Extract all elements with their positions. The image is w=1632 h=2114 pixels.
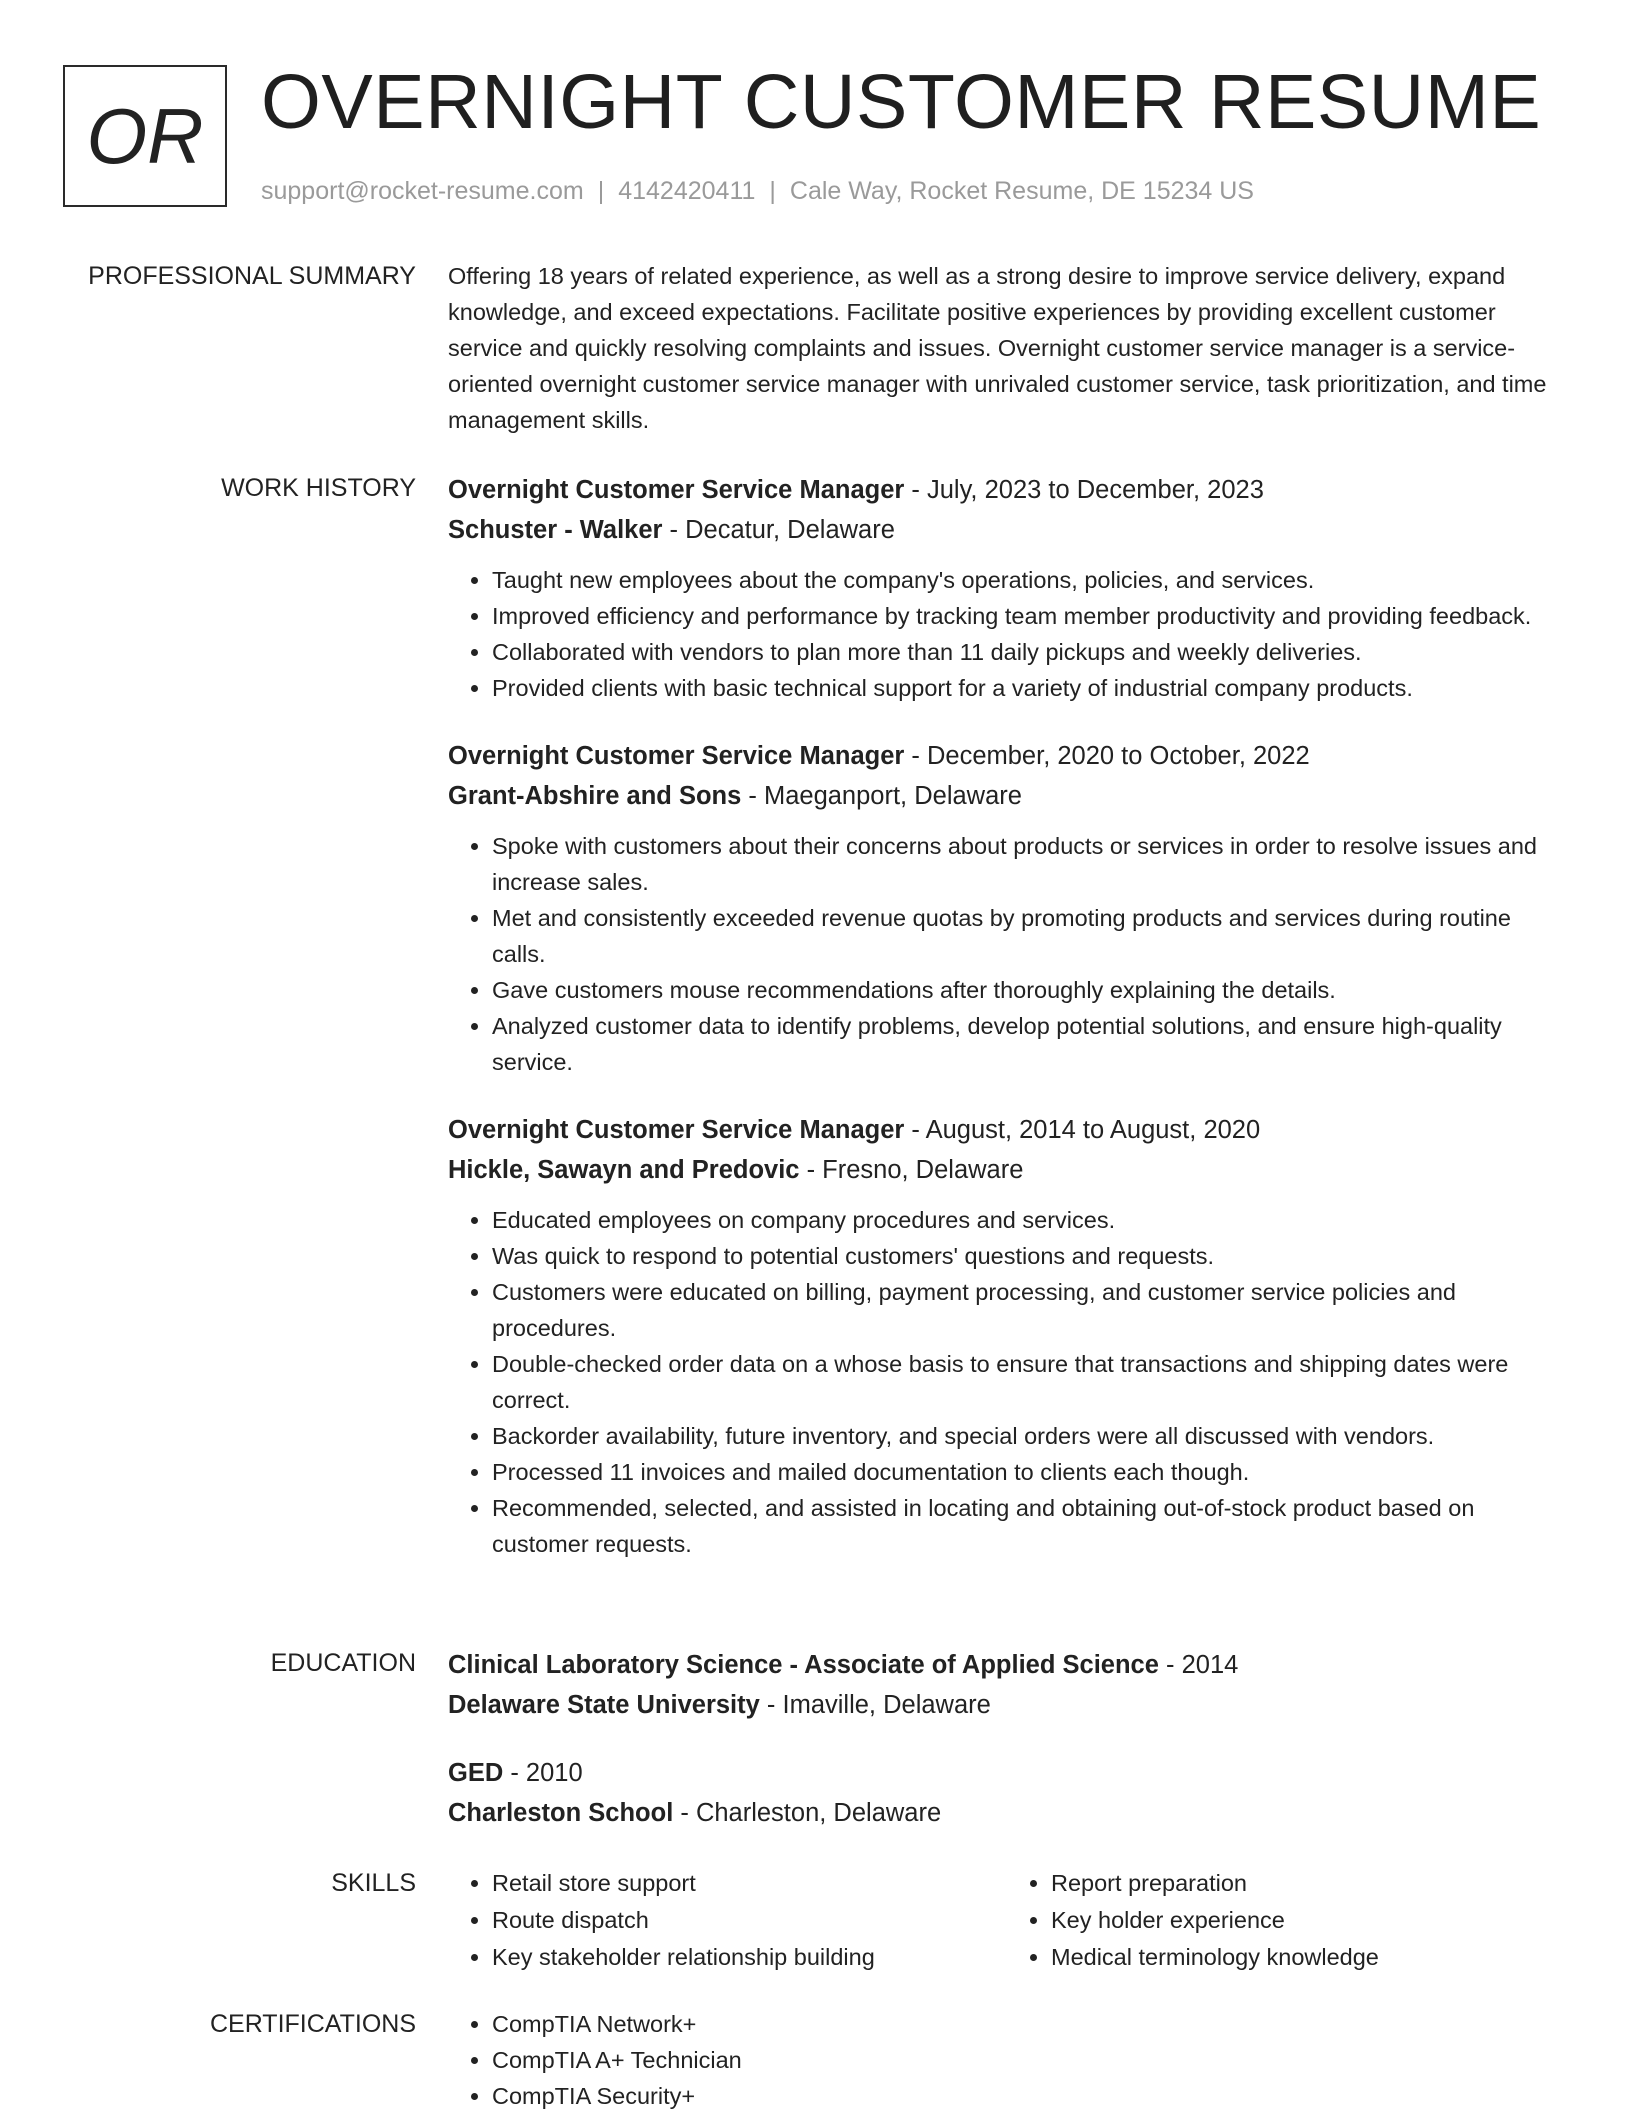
- resume-title: OVERNIGHT CUSTOMER RESUME: [261, 59, 1542, 145]
- certifications-list: [448, 2006, 1566, 2114]
- job-title: Overnight Customer Service Manager: [448, 742, 905, 770]
- job-bullet: • Backorder availability, future inventory, and special orders were all discussed with vendors.: [492, 1418, 1566, 1454]
- job-title-line: [448, 736, 1566, 776]
- education-school: Delaware State University: [448, 1691, 760, 1719]
- job-bullet: • Customers were educated on billing, payment processing, and customer service policies and procedures.: [492, 1274, 1566, 1346]
- skill-item: • Medical terminology knowledge: [1051, 1939, 1566, 1976]
- job-bullet: • Was quick to respond to potential customers' questions and requests.: [492, 1238, 1566, 1274]
- skill-item: • Retail store support: [492, 1865, 1007, 1902]
- job-location: - Maeganport, Delaware: [741, 782, 1022, 810]
- education-year: - 2014: [1158, 1651, 1239, 1679]
- section-label-summary: PROFESSIONAL SUMMARY: [88, 262, 416, 290]
- education-degree: Clinical Laboratory Science - Associate of Applied Science: [448, 1651, 1159, 1679]
- education-location: - Imaville, Delaware: [759, 1691, 991, 1719]
- job-bullet: • Taught new employees about the company's operations, policies, and services.: [492, 562, 1566, 598]
- certification-item: • CompTIA Network+: [492, 2006, 1566, 2042]
- job-dates: - August, 2014 to August, 2020: [904, 1116, 1261, 1144]
- certification-item: • CompTIA A+ Technician: [492, 2042, 1566, 2078]
- skills-list-right: [1007, 1865, 1566, 1976]
- job-bullet: • Analyzed customer data to identify problems, develop potential solutions, and ensure high-quality service.: [492, 1008, 1566, 1080]
- job-company-line: [448, 776, 1566, 816]
- education-year: - 2010: [503, 1759, 583, 1787]
- contact-email: support@rocket-resume.com: [261, 177, 584, 205]
- job-bullet: • Provided clients with basic technical support for a variety of industrial company products.: [492, 670, 1566, 706]
- education-school-line: [448, 1793, 1566, 1833]
- job-company-line: [448, 510, 1566, 550]
- contact-separator: |: [597, 177, 605, 205]
- education-degree-line: [448, 1753, 1566, 1793]
- monogram-initials: OR: [86, 91, 204, 180]
- certification-item: • CompTIA Security+: [492, 2078, 1566, 2114]
- job-bullet: • Collaborated with vendors to plan more than 11 daily pickups and weekly deliveries.: [492, 634, 1566, 670]
- job-company: Schuster - Walker: [448, 516, 663, 544]
- summary-text: Offering 18 years of related experience, as well as a strong desire to improve service delivery, expand knowledge, and exceed expectations. Facilitate positive experiences by providing excellent customer service and quickly resolving complaints and issues. Overnight customer service manager is a service-oriented overnight customer service manager with unrivaled customer service, task prioritization, and time management skills.: [448, 263, 1547, 433]
- job-location: - Decatur, Delaware: [662, 516, 895, 544]
- job-bullet: • Educated employees on company procedures and services.: [492, 1202, 1566, 1238]
- monogram-box: [63, 65, 227, 207]
- education-entry: [448, 1645, 1566, 1725]
- education-degree-line: [448, 1645, 1566, 1685]
- job-title: Overnight Customer Service Manager: [448, 476, 905, 504]
- job-company: Grant-Abshire and Sons: [448, 782, 742, 810]
- job-entry: [448, 736, 1566, 1080]
- job-dates: - July, 2023 to December, 2023: [904, 476, 1264, 504]
- skill-item: • Key stakeholder relationship building: [492, 1939, 1007, 1976]
- education-school-line: [448, 1685, 1566, 1725]
- job-bullets: [448, 562, 1566, 706]
- skill-item: • Report preparation: [1051, 1865, 1566, 1902]
- job-company: Hickle, Sawayn and Predovic: [448, 1156, 800, 1184]
- job-bullets: [448, 828, 1566, 1080]
- job-bullet: • Recommended, selected, and assisted in locating and obtaining out-of-stock product based on customer requests.: [492, 1490, 1566, 1562]
- job-entry: [448, 470, 1566, 706]
- section-label-work: WORK HISTORY: [221, 474, 416, 502]
- job-title-line: [448, 470, 1566, 510]
- skills-list-left: [448, 1865, 1007, 1976]
- job-entry: [448, 1110, 1566, 1562]
- section-label-education: EDUCATION: [270, 1649, 416, 1677]
- job-bullet: • Processed 11 invoices and mailed documentation to clients each though.: [492, 1454, 1566, 1490]
- education-school: Charleston School: [448, 1799, 674, 1827]
- job-bullet: • Spoke with customers about their concerns about products or services in order to resolve issues and increase sales.: [492, 828, 1566, 900]
- job-bullet: • Double-checked order data on a whose basis to ensure that transactions and shipping dates were correct.: [492, 1346, 1566, 1418]
- job-dates: - December, 2020 to October, 2022: [904, 742, 1310, 770]
- section-label-skills: SKILLS: [331, 1869, 416, 1897]
- skill-item: • Route dispatch: [492, 1902, 1007, 1939]
- job-title-line: [448, 1110, 1566, 1150]
- contact-phone: 4142420411: [618, 177, 756, 205]
- job-location: - Fresno, Delaware: [799, 1156, 1024, 1184]
- education-entry: [448, 1753, 1566, 1833]
- education-degree: GED: [448, 1759, 504, 1787]
- contact-address: Cale Way, Rocket Resume, DE 15234 US: [789, 177, 1254, 205]
- education-location: - Charleston, Delaware: [673, 1799, 942, 1827]
- job-bullets: [448, 1202, 1566, 1562]
- job-bullet: • Met and consistently exceeded revenue quotas by promoting products and services during routine calls.: [492, 900, 1566, 972]
- job-bullet: • Gave customers mouse recommendations after thoroughly explaining the details.: [492, 972, 1566, 1008]
- contact-line: [261, 174, 1254, 208]
- job-bullet: • Improved efficiency and performance by tracking team member productivity and providing feedback.: [492, 598, 1566, 634]
- job-company-line: [448, 1150, 1566, 1190]
- skill-item: • Key holder experience: [1051, 1902, 1566, 1939]
- job-title: Overnight Customer Service Manager: [448, 1116, 905, 1144]
- section-label-certifications: CERTIFICATIONS: [209, 2010, 416, 2038]
- contact-separator: |: [769, 177, 776, 205]
